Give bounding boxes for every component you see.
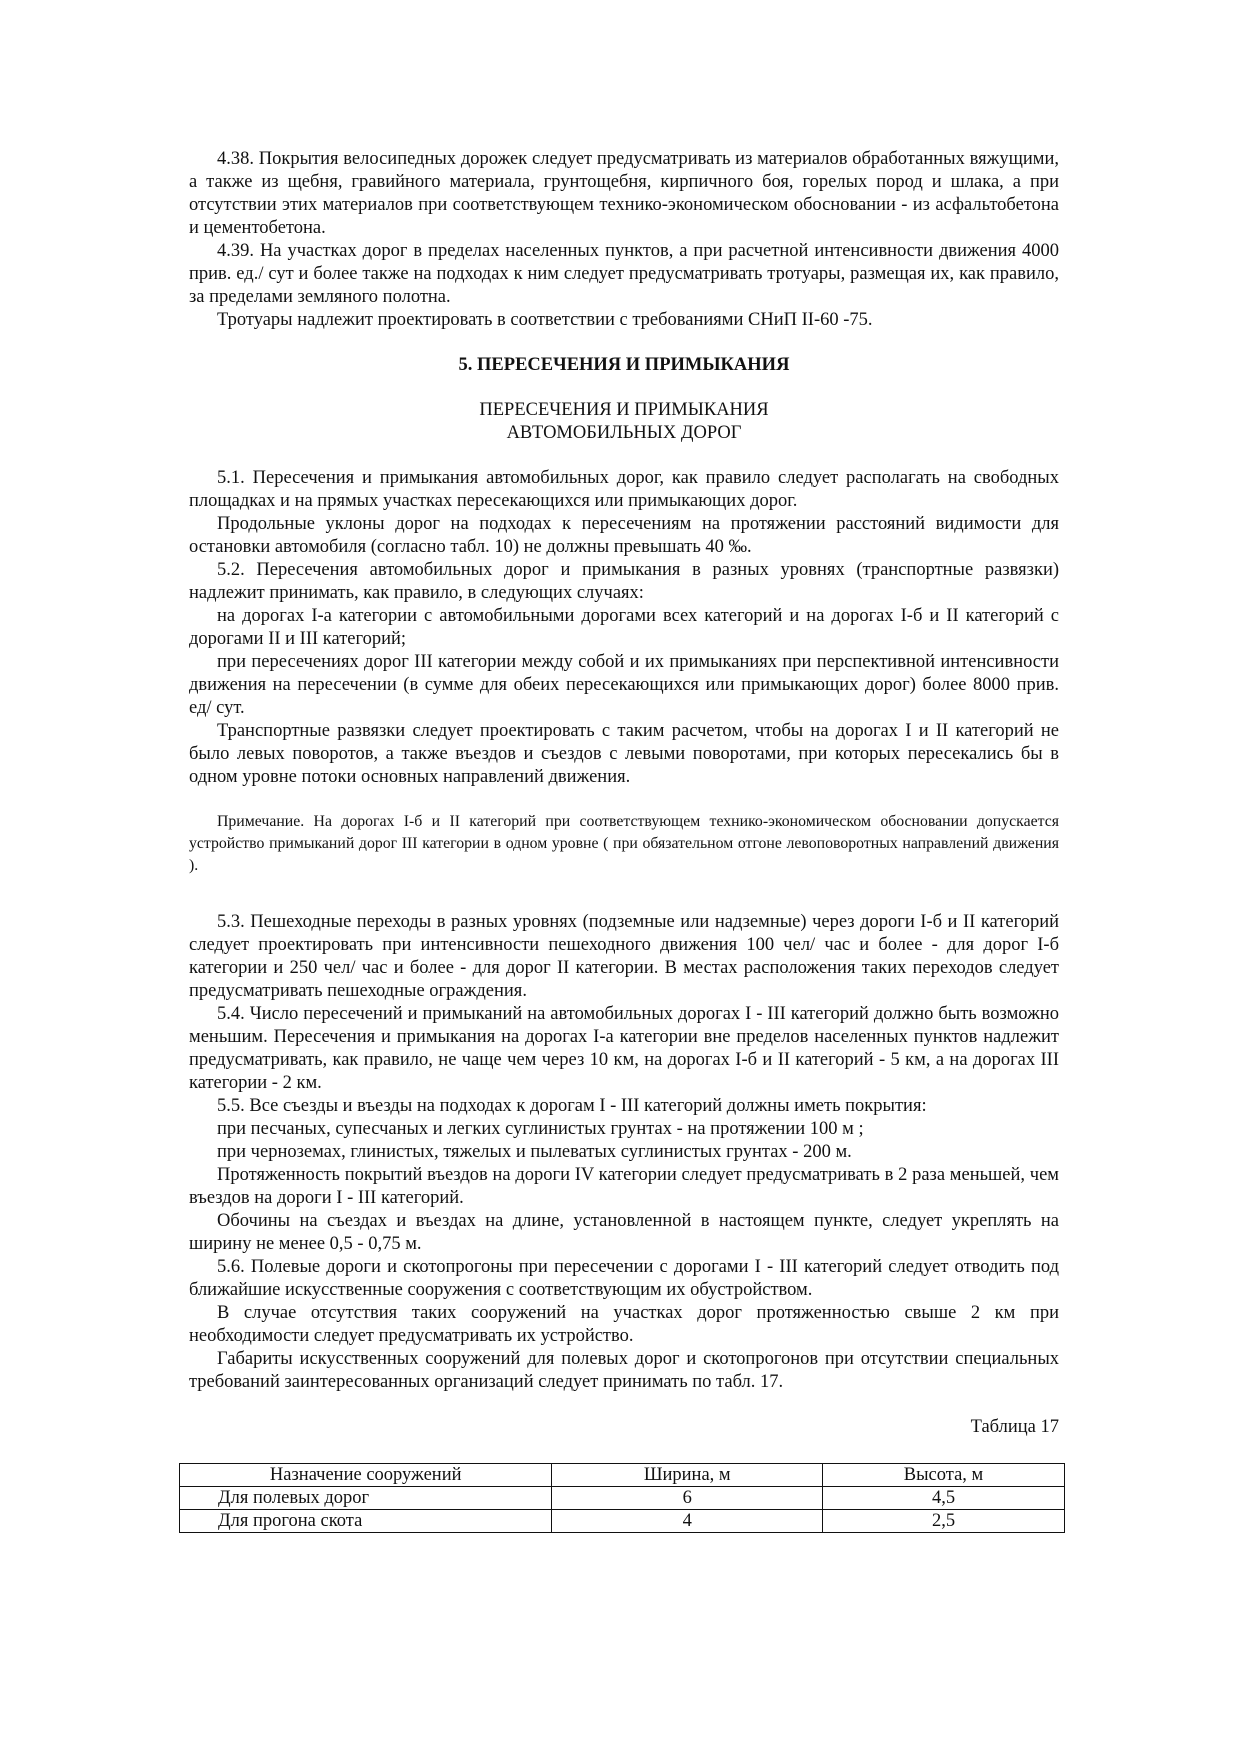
paragraph-gradients: Продольные уклоны дорог на подходах к пересечениям на протяжении расстояний видимости для остановки автомобиля (согласно табл. 10) не должны превышать 40 ‰. bbox=[189, 514, 1059, 557]
document-body bbox=[189, 148, 1059, 1439]
table-cell-width: 4 bbox=[552, 1510, 823, 1533]
paragraph-sidewalks: Тротуары надлежит проектировать в соответствии с требованиями СНиП II-60 -75. bbox=[217, 310, 873, 330]
table-cell-height: 4,5 bbox=[823, 1487, 1065, 1510]
column-header-width: Ширина, м bbox=[552, 1464, 823, 1487]
section-5-paragraphs bbox=[189, 467, 1059, 789]
table-row bbox=[180, 1510, 1065, 1533]
paragraph-clay-soils: при черноземах, глинистых, тяжелых и пылеватых суглинистых грунтах - 200 м. bbox=[217, 1142, 852, 1162]
paragraph-shoulders: Обочины на съездах и въездах на длине, установленной в настоящем пункте, следует укреплять на ширину не менее 0,5 - 0,75 м. bbox=[189, 1211, 1059, 1254]
paragraph-category-iv: Протяженность покрытий въездов на дороги IV категории следует предусматривать в 2 раза меньшей, чем въездов на дороги I - III категорий. bbox=[189, 1165, 1059, 1208]
table-caption: Таблица 17 bbox=[970, 1417, 1059, 1437]
table-header-row bbox=[180, 1464, 1065, 1487]
paragraph-4-39: 4.39. На участках дорог в пределах населенных пунктов, а при расчетной интенсивности движения 4000 прив. ед./ сут и более также на подходах к ним следует предусматривать тротуары, размещая их, как правило, за пределами земляного полотна. bbox=[189, 241, 1059, 307]
section-5-3-paragraphs bbox=[189, 911, 1059, 1394]
table-row bbox=[180, 1487, 1065, 1510]
paragraph-5-5: 5.5. Все съезды и въезды на подходах к дорогам I - III категорий должны иметь покрытия: bbox=[217, 1096, 927, 1116]
paragraph-case-1: на дорогах I-а категории с автомобильными дорогами всех категорий и на дорогах I-б и II категорий с дорогами II и III категорий; bbox=[189, 606, 1059, 649]
paragraph-5-4: 5.4. Число пересечений и примыканий на автомобильных дорогах I - III категорий должно быть возможно меньшим. Пересечения и примыкания на дорогах I-а категории вне пределов населенных пунктов надлежит предусматривать, как правило, не чаще чем через 10 км, на дорогах I-б и II категорий - 5 км, а на дорогах III категории - 2 км. bbox=[189, 1004, 1059, 1093]
paragraph-case-2: при пересечениях дорог III категории между собой и их примыканиях при перспективной интенсивности движения на пересечении (в сумме для обеих пересекающихся или примыкающих дорог) более 8000 прив. ед/ сут. bbox=[189, 652, 1059, 718]
subsection-title-line2: АВТОМОБИЛЬНЫХ ДОРОГ bbox=[506, 423, 742, 443]
paragraph-5-2: 5.2. Пересечения автомобильных дорог и примыкания в разных уровнях (транспортные развязки) надлежит принимать, как правило, в следующих случаях: bbox=[189, 560, 1059, 603]
section-title: 5. ПЕРЕСЕЧЕНИЯ И ПРИМЫКАНИЯ bbox=[458, 355, 790, 375]
table-cell-height: 2,5 bbox=[823, 1510, 1065, 1533]
paragraph-dimensions: Габариты искусственных сооружений для полевых дорог и скотопрогонов при отсутствии специальных требований заинтересованных организаций следует принимать по табл. 17. bbox=[189, 1349, 1059, 1392]
paragraph-4-38: 4.38. Покрытия велосипедных дорожек следует предусматривать из материалов обработанных вяжущими, а также из щебня, гравийного материала, грунтощебня, кирпичного боя, горелых пород и шлака, а при отсутствии этих материалов при соответствующем технико-экономическом обосновании - из асфальтобетона и цементобетона. bbox=[189, 149, 1059, 238]
paragraph-no-structures: В случае отсутствия таких сооружений на участках дорог протяженностью свыше 2 км при необходимости следует предусматривать их устройство. bbox=[189, 1303, 1059, 1346]
subsection-title-line1: ПЕРЕСЕЧЕНИЯ И ПРИМЫКАНИЯ bbox=[479, 400, 769, 420]
paragraph-5-1: 5.1. Пересечения и примыкания автомобильных дорог, как правило следует располагать на свободных площадках и на прямых участках пересекающихся или примыкающих дорог. bbox=[189, 468, 1059, 511]
paragraph-sandy-soils: при песчаных, супесчаных и легких суглинистых грунтах - на протяжении 100 м ; bbox=[217, 1119, 864, 1139]
column-header-purpose: Назначение сооружений bbox=[180, 1464, 552, 1487]
table-cell-purpose: Для полевых дорог bbox=[180, 1487, 552, 1510]
note: Примечание. На дорогах I-б и II категорий при соответствующем технико-экономическом обосновании допускается устройство примыканий дорог III категории в одном уровне ( при обязательном отгоне левоповоротных направлений движения ). bbox=[189, 813, 1059, 874]
table-cell-width: 6 bbox=[552, 1487, 823, 1510]
paragraph-5-3: 5.3. Пешеходные переходы в разных уровнях (подземные или надземные) через дороги I-б и II категорий следует проектировать при интенсивности пешеходного движения 100 чел/ час и более - для дорог I-б категории и 250 чел/ час и более - для дорог II категории. В местах расположения таких переходов следует предусматривать пешеходные ограждения. bbox=[189, 912, 1059, 1001]
paragraph-5-6: 5.6. Полевые дороги и скотопрогоны при пересечении с дорогами I - III категорий следует отводить под ближайшие искусственные сооружения с соответствующим их обустройством. bbox=[189, 1257, 1059, 1300]
table-cell-purpose: Для прогона скота bbox=[180, 1510, 552, 1533]
column-header-height: Высота, м bbox=[823, 1464, 1065, 1487]
table-17 bbox=[179, 1463, 1065, 1533]
paragraph-interchanges: Транспортные развязки следует проектировать с таким расчетом, чтобы на дорогах I и II категорий не было левых поворотов, а также въездов и съездов с левыми поворотами, при которых пересекались бы в одном уровне потоки основных направлений движения. bbox=[189, 721, 1059, 787]
